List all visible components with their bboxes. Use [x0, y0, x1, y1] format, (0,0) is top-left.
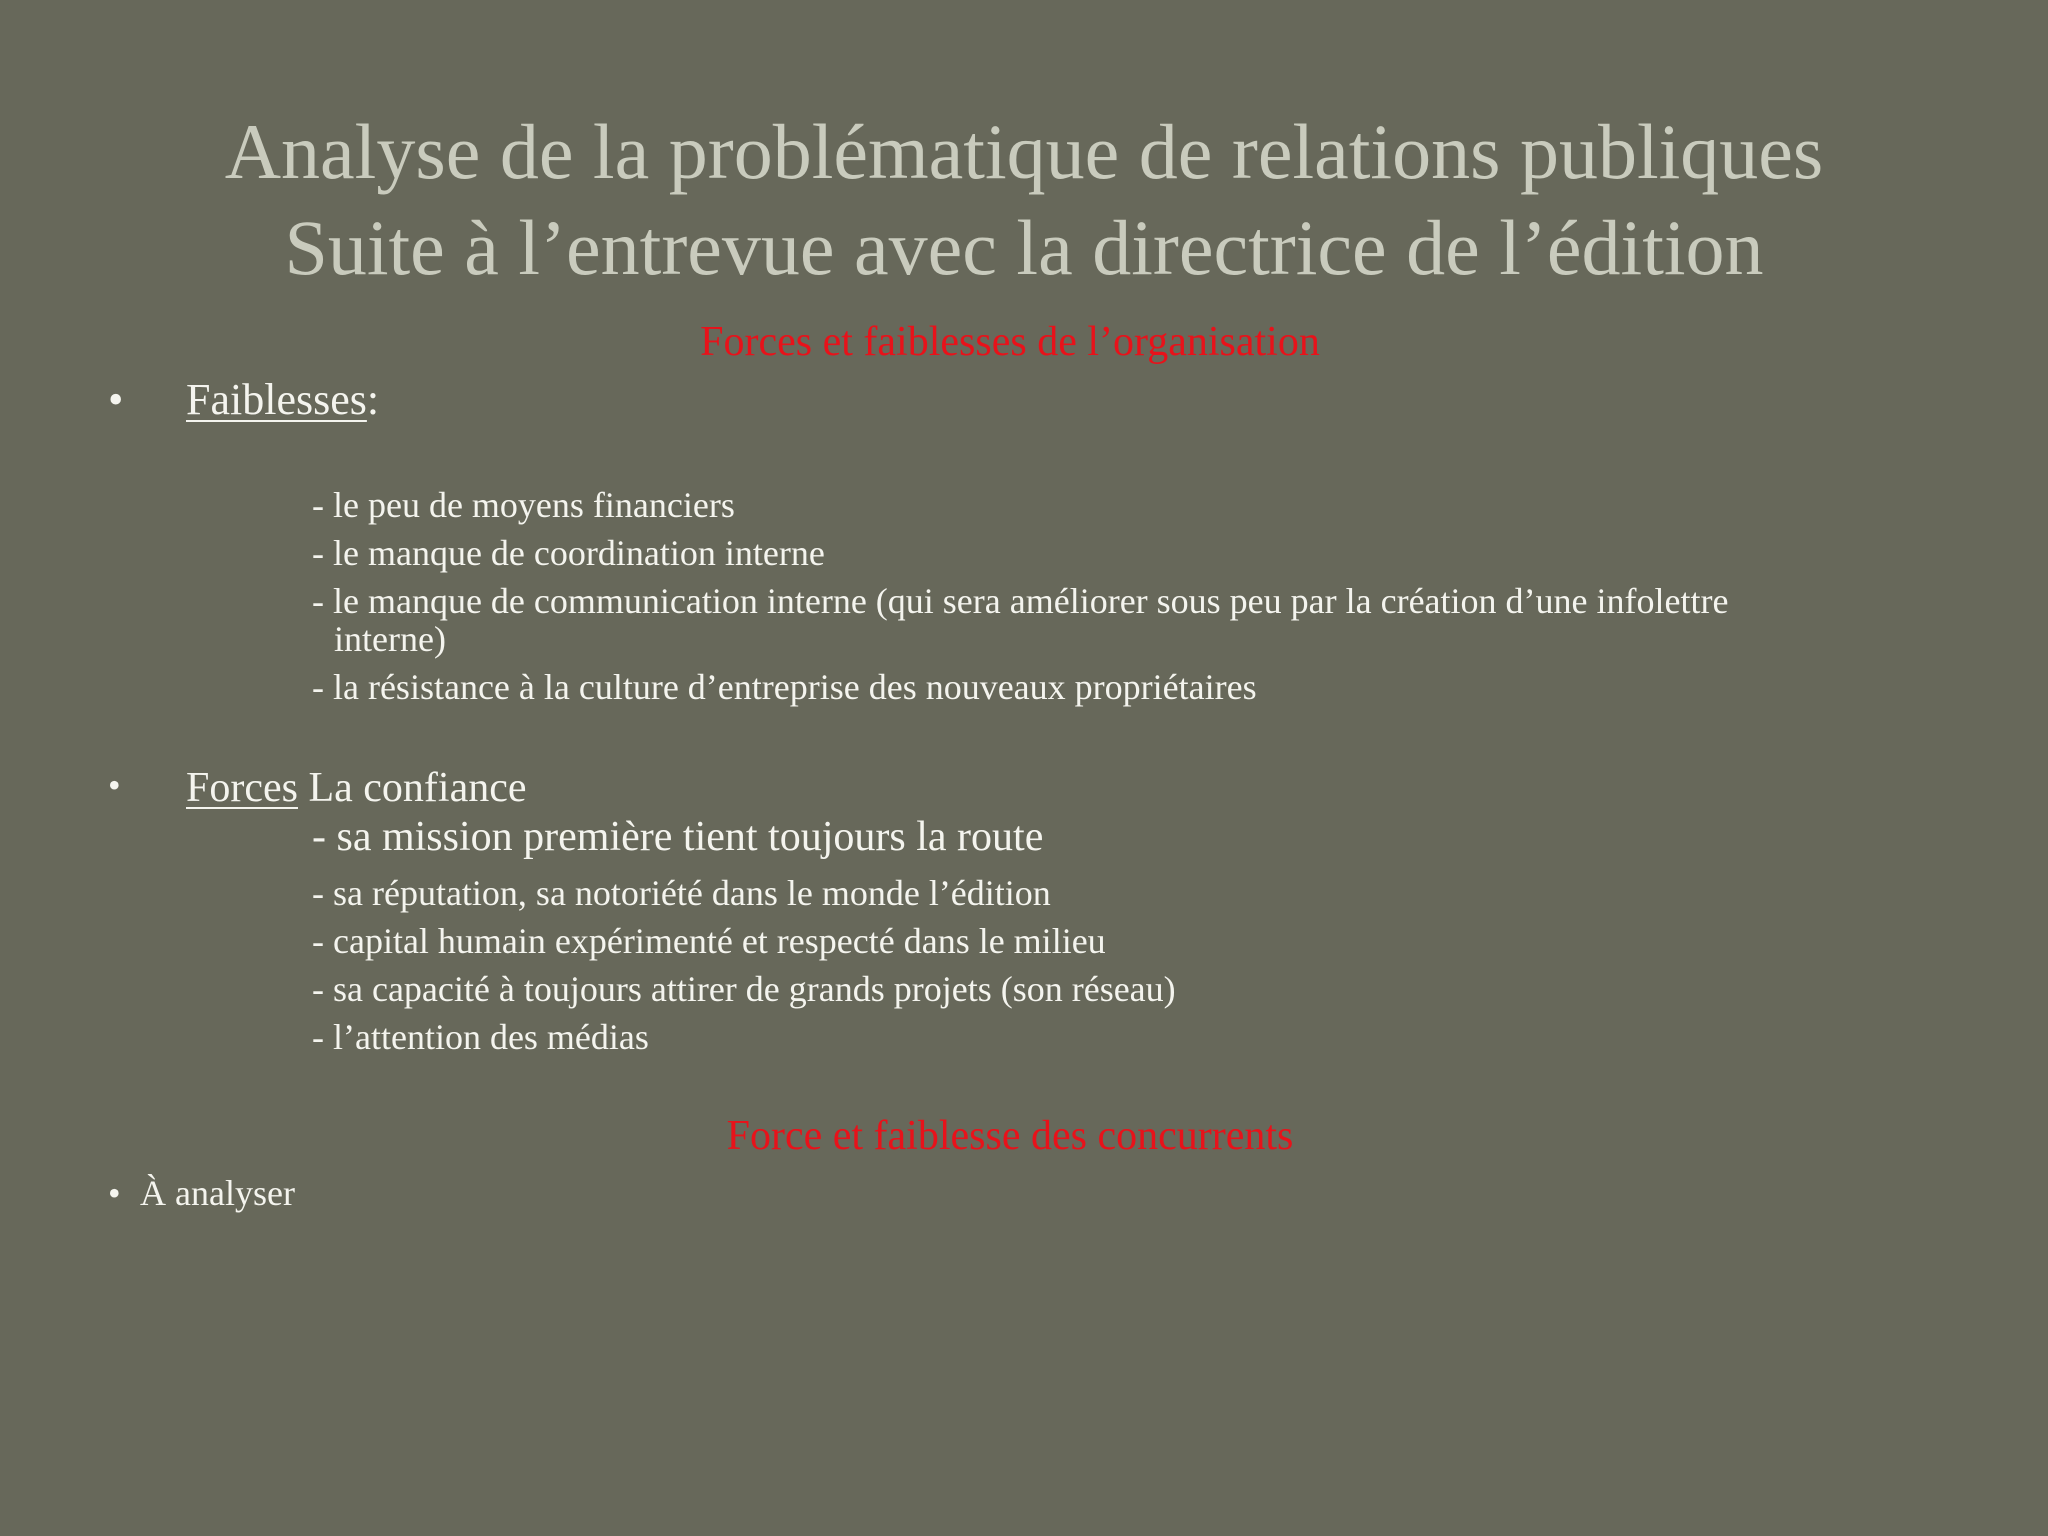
force-item-1: - sa mission première tient toujours la route — [312, 814, 1044, 860]
faiblesse-item-2: - le manque de coordination interne — [312, 533, 825, 573]
bullet-forces: • — [108, 765, 121, 805]
force-item-5: - l’attention des médias — [312, 1017, 649, 1057]
bullet-faiblesses: • — [108, 375, 124, 424]
faiblesse-item-1: - le peu de moyens financiers — [312, 485, 735, 525]
section-heading-organisation: Forces et faiblesses de l’organisation — [700, 319, 1320, 365]
competitors-item: À analyser — [140, 1173, 295, 1213]
title-line-2: Suite à l’entrevue avec la directrice de l’édition — [284, 204, 1764, 291]
faiblesses-heading — [186, 374, 379, 425]
forces-heading — [186, 764, 527, 812]
faiblesses-suffix: : — [366, 375, 380, 424]
faiblesse-item-3-continued: interne) — [334, 619, 446, 659]
force-item-2: - sa réputation, sa notoriété dans le monde l’édition — [312, 873, 1051, 913]
force-item-3: - capital humain expérimenté et respecté dans le milieu — [312, 921, 1106, 961]
force-item-4: - sa capacité à toujours attirer de grands projets (son réseau) — [312, 969, 1176, 1009]
faiblesse-item-4: - la résistance à la culture d’entreprise des nouveaux propriétaires — [312, 667, 1257, 707]
title-line-1: Analyse de la problématique de relations publiques — [224, 108, 1824, 195]
slide-title — [0, 104, 2048, 296]
forces-suffix: La confiance — [297, 765, 527, 811]
faiblesse-item-3: - le manque de communication interne (qui sera améliorer sous peu par la création d’une infolettre — [312, 581, 1729, 621]
forces-label: Forces — [186, 765, 298, 811]
section-heading-competitors: Force et faiblesse des concurrents — [726, 1113, 1294, 1159]
faiblesses-label: Faiblesses — [186, 375, 367, 424]
bullet-competitors: • — [108, 1173, 121, 1213]
